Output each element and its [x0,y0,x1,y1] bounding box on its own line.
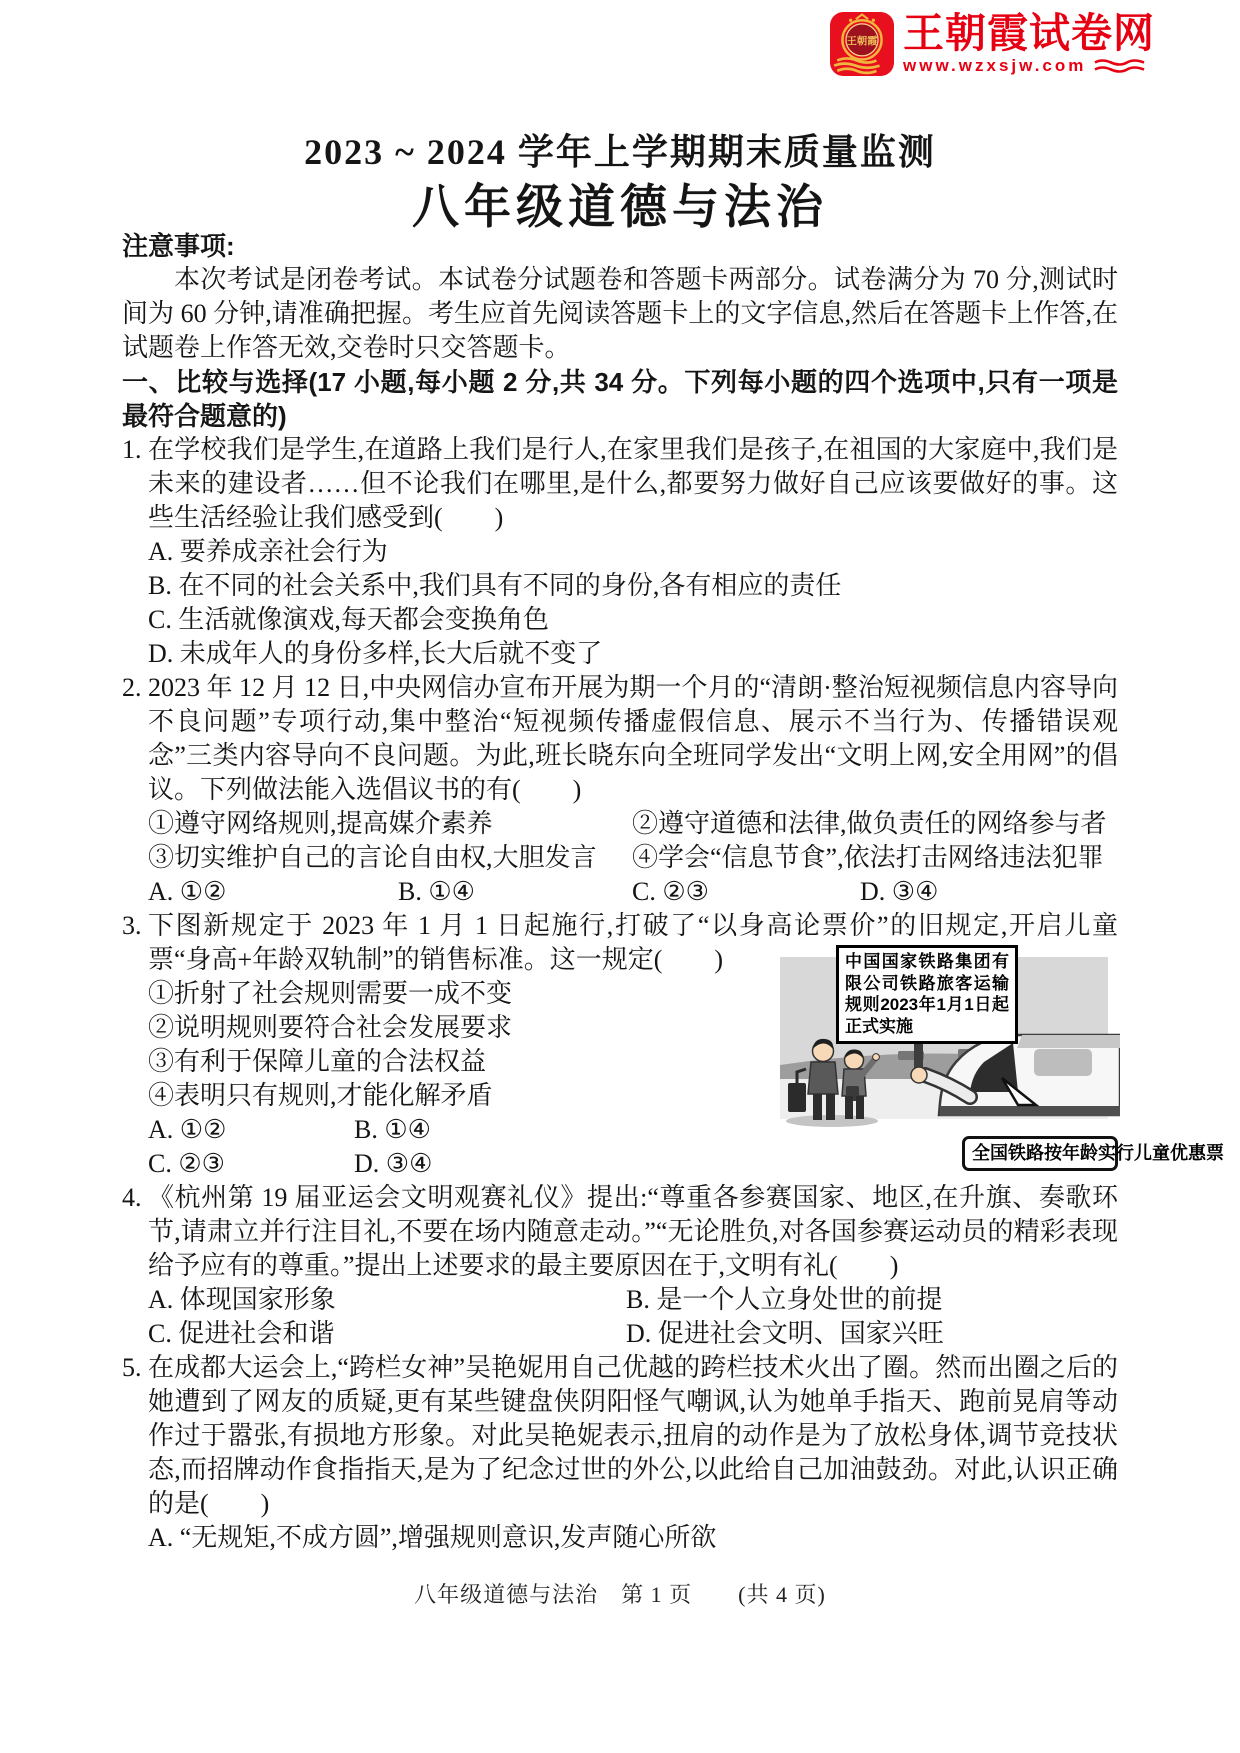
exam-body [122,229,1224,1555]
section-1-heading: 一、比较与选择(17 小题,每小题 2 分,共 34 分。下列每小题的四个选项中,只有一项是最符合题意的) [122,367,1118,431]
question-3-number: 3. [122,911,142,940]
svg-text:王朝霞: 王朝霞 [846,36,878,48]
question-5-number: 5. [122,1353,142,1382]
question-2-statement-1: ①遵守网络规则,提高媒介素养 [148,809,493,838]
question-4-stem: 《杭州第 19 届亚运会文明观赛礼仪》提出:“尊重各参赛国家、地区,在升旗、奏歌环节,请肃立并行注目礼,不要在场内随意走动。”“无论胜负,对各国参赛运动员的精彩表现给予应有的尊重。”提出上述要求的最主要原因在于,文明有礼( ) [148,1183,1118,1280]
notice-body: 本次考试是闭卷考试。本试卷分试题卷和答题卡两部分。试卷满分为 70 分,测试时间为 60 分钟,请准确把握。考生应首先阅读答题卡上的文字信息,然后在答题卡上作答,在试题卷上作答无效,交卷时只交答题卡。 [122,265,1118,362]
question-4-option-a: A. 体现国家形象 [148,1285,336,1314]
brand-crest-icon [830,12,894,76]
question-3 [122,909,1224,1181]
question-2-stem: 2023 年 12 月 12 日,中央网信办宣布开展为期一个月的“清朗·整治短视频信息内容导向不良问题”专项行动,集中整治“短视频传播虚假信息、展示不当行为、传播错误观念”三类内容导向不良问题。为此,班长晓东向全班同学发出“文明上网,安全用网”的倡议。下列做法能入选倡议书的有( ) [148,673,1118,804]
brand-text-block [903,12,1155,76]
wave-lines-icon [1093,58,1145,74]
question-1-option-d: D. 未成年人的身份多样,长大后就不变了 [148,639,603,668]
brand-name: 王朝霞试卷网 [903,10,1155,56]
exam-session-title: 2023 ~ 2024 学年上学期期末质量监测 [304,132,936,172]
brand-url: www.wzxsjw.com [903,56,1087,75]
question-3-statement-2: ②说明规则要符合社会发展要求 [148,1013,513,1042]
question-2-option-c: C. ②③ [632,877,709,906]
question-4-option-b: B. 是一个人立身处世的前提 [626,1285,943,1314]
question-2-option-b: B. ①④ [398,877,475,906]
question-2-statement-2: ②遵守道德和法律,做负责任的网络参与者 [632,809,1107,838]
notice-heading: 注意事项: [122,231,235,261]
question-3-statement-1: ①折射了社会规则需要一成不变 [148,979,513,1008]
exam-subject-title: 八年级道德与法治 [412,182,828,234]
question-2-statement-3: ③切实维护自己的言论自由权,大胆发言 [148,843,597,872]
question-2-option-d: D. ③④ [860,877,939,906]
question-5 [122,1351,1118,1555]
question-2-option-a: A. ①② [148,877,227,906]
question-3-option-d: D. ③④ [354,1149,433,1178]
page-footer: 八年级道德与法治 第 1 页 (共 4 页) [414,1582,826,1607]
question-2-statement-4: ④学会“信息节食”,依法打击网络违法犯罪 [632,843,1104,872]
question-4-option-c: C. 促进社会和谐 [148,1319,335,1348]
question-3-option-b: B. ①④ [354,1115,431,1144]
question-5-option-a: A. “无规矩,不成方圆”,增强规则意识,发声随心所欲 [148,1523,717,1552]
brand-logo [830,12,1155,76]
question-2 [122,671,1118,909]
question-3-statement-4: ④表明只有规则,才能化解矛盾 [148,1081,493,1110]
question-3-stem: 下图新规定于 2023 年 1 月 1 日起施行,打破了“以身高论票价”的旧规定,开启儿童票“身高+年龄双轨制”的销售标准。这一规定( ) [148,911,1118,974]
question-1-option-b: B. 在不同的社会关系中,我们具有不同的身份,各有相应的责任 [148,571,842,600]
railway-rule-sign: 中国国家铁路集团有限公司铁路旅客运输规则2023年1月1日起正式实施 [836,945,1018,1044]
child-ticket-speech-bubble: 全国铁路按年龄实行儿童优惠票 [962,1136,1118,1171]
question-3-option-c: C. ②③ [148,1149,225,1178]
question-3-figure [780,945,1224,1171]
question-1 [122,433,1118,671]
question-3-statement-3: ③有利于保障儿童的合法权益 [148,1047,487,1076]
question-1-option-a: A. 要养成亲社会行为 [148,537,388,566]
question-4 [122,1181,1118,1351]
question-3-option-a: A. ①② [148,1115,227,1144]
question-1-option-c: C. 生活就像演戏,每天都会变换角色 [148,605,549,634]
question-2-number: 2. [122,673,142,702]
question-5-stem: 在成都大运会上,“跨栏女神”吴艳妮用自己优越的跨栏技术火出了圈。然而出圈之后的她遭到了网友的质疑,更有某些键盘侠阴阳怪气嘲讽,认为她单手指天、跑前晃肩等动作过于嚣张,有损地方形象。对此吴艳妮表示,扭肩的动作是为了放松身体,调节竞技状态,而招牌动作食指指天,是为了纪念过世的外公,以此给自己加油鼓劲。对此,认识正确的是( ) [148,1353,1118,1518]
question-1-stem: 在学校我们是学生,在道路上我们是行人,在家里我们是孩子,在祖国的大家庭中,我们是未来的建设者……但不论我们在哪里,是什么,都要努力做好自己应该要做好的事。这些生活经验让我们感受到( ) [148,435,1118,532]
question-1-number: 1. [122,435,142,464]
question-4-option-d: D. 促进社会文明、国家兴旺 [626,1319,944,1348]
question-4-number: 4. [122,1183,142,1212]
